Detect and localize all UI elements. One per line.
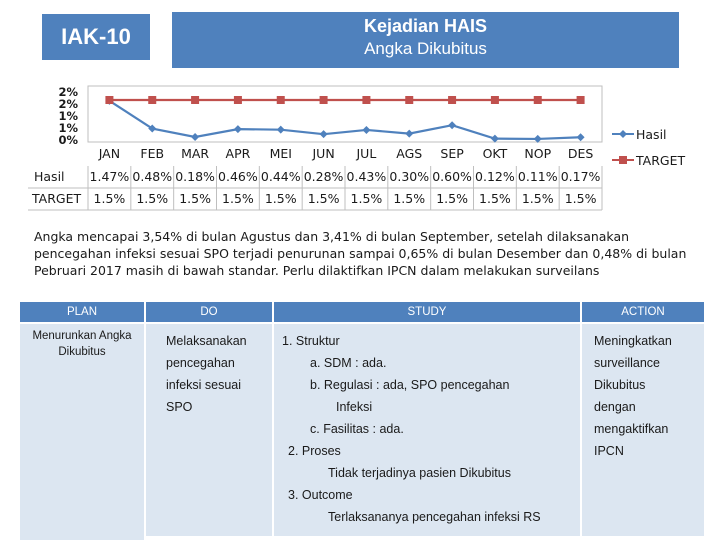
data-point-target	[234, 96, 242, 104]
x-tick-label: MEI	[269, 146, 292, 161]
y-tick-label: 0%	[58, 133, 78, 147]
data-point-target	[105, 96, 113, 104]
x-tick-label: AGS	[396, 146, 423, 161]
action-text: Meningkatkan surveillance Dikubitus dengan mengaktifkan IPCN	[594, 334, 672, 458]
table-cell-target: 1.5%	[136, 191, 169, 206]
line-chart	[0, 78, 720, 218]
x-tick-label: JUN	[312, 146, 335, 161]
action-header: ACTION	[582, 302, 704, 322]
table-cell-hasil: 0.11%	[517, 169, 558, 184]
data-point-target	[191, 96, 199, 104]
table-row-label: TARGET	[32, 191, 82, 206]
study-line-structure: 1. Struktur	[282, 334, 340, 348]
data-point-target	[534, 96, 542, 104]
do-body	[146, 324, 272, 536]
legend-label: TARGET	[636, 153, 686, 168]
data-point-hasil	[191, 133, 199, 141]
table-cell-target: 1.5%	[222, 191, 254, 206]
x-tick-label: NOP	[524, 146, 552, 161]
table-cell-hasil: 0.44%	[260, 169, 301, 184]
data-point-target	[577, 96, 585, 104]
plot-area	[88, 86, 602, 142]
table-cell-target: 1.5%	[564, 191, 597, 206]
data-point-hasil	[577, 133, 585, 141]
table-cell-target: 1.5%	[521, 191, 554, 206]
table-cell-hasil: 0.18%	[175, 169, 215, 184]
x-tick-label: APR	[225, 146, 251, 161]
x-tick-label: OKT	[482, 146, 508, 161]
table-cell-target: 1.5%	[307, 191, 340, 206]
study-header: STUDY	[274, 302, 580, 322]
table-cell-hasil: 0.12%	[475, 169, 515, 184]
do-text: Melaksanakan pencegahan infeksi sesuai SPO	[166, 334, 247, 414]
y-tick-label: 1%	[58, 109, 78, 123]
pdsa-table	[20, 302, 704, 536]
table-cell-hasil: 0.46%	[218, 169, 258, 184]
chart-description: Angka mencapai 3,54% di bulan Agustus dan 3,41% di bulan September, setelah dilaksanakan pencegahan infeksi sesuai SPO terjadi penurunan sampai 0,65% di bulan Desember dan 0,48% di bulan Pebruari 2017 masih di bawah standar. Perlu dilaktifkan IPCN dalam melakukan surveilans	[34, 229, 687, 278]
plan-body	[20, 324, 144, 540]
table-cell-hasil: 0.30%	[389, 169, 430, 184]
study-line-proses: 2. Proses	[288, 444, 341, 458]
x-tick-label: JUL	[356, 146, 377, 161]
x-tick-label: MAR	[181, 146, 210, 161]
header-title: Kejadian HAIS	[363, 16, 488, 36]
action-body	[582, 324, 704, 536]
data-point-hasil	[448, 121, 456, 129]
legend-marker-hasil	[619, 130, 627, 138]
data-point-hasil	[362, 126, 370, 134]
plan-header: PLAN	[20, 302, 144, 322]
x-tick-label: FEB	[140, 146, 165, 161]
study-line-sdm: a. SDM : ada.	[310, 356, 387, 370]
table-cell-hasil: 0.60%	[432, 169, 472, 184]
table-cell-hasil: 1.47%	[89, 169, 130, 184]
legend-label: Hasil	[636, 127, 667, 142]
table-cell-hasil: 0.43%	[346, 169, 387, 184]
data-point-hasil	[320, 130, 328, 138]
table-cell-hasil: 0.48%	[132, 169, 173, 184]
chart-header	[172, 12, 679, 68]
series-line-hasil	[109, 101, 580, 139]
plan-text: Menurunkan Angka Dikubitus	[32, 330, 132, 358]
table-cell-target: 1.5%	[264, 191, 297, 206]
study-line-proses-detail: Tidak terjadinya pasien Dikubitus	[328, 466, 511, 480]
y-tick-label: 2%	[58, 97, 78, 111]
data-point-hasil	[491, 135, 499, 143]
data-point-target	[320, 96, 328, 104]
x-tick-label: DES	[567, 146, 594, 161]
data-point-hasil	[277, 126, 285, 134]
study-line-outcome: 3. Outcome	[288, 488, 353, 502]
header-subtitle: Angka Dikubitus	[364, 39, 487, 58]
study-line-infeksi: Infeksi	[336, 400, 373, 414]
table-cell-target: 1.5%	[93, 191, 126, 206]
table-cell-target: 1.5%	[350, 191, 383, 206]
table-cell-target: 1.5%	[393, 191, 426, 206]
x-tick-label: JAN	[98, 146, 121, 161]
data-point-target	[362, 96, 370, 104]
table-cell-hasil: 0.28%	[303, 169, 344, 184]
study-body	[274, 324, 580, 536]
data-point-target	[405, 96, 413, 104]
table-row-label: Hasil	[34, 169, 65, 184]
study-line-fasilitas: c. Fasilitas : ada.	[310, 422, 404, 436]
table-cell-target: 1.5%	[479, 191, 511, 206]
data-point-target	[491, 96, 499, 104]
indicator-code: IAK-10	[61, 24, 131, 49]
data-point-target	[277, 96, 285, 104]
y-tick-label: 1%	[58, 121, 78, 135]
legend-marker-target	[619, 156, 627, 164]
data-point-target	[448, 96, 456, 104]
x-tick-label: SEP	[440, 146, 464, 161]
study-line-regulasi: b. Regulasi : ada, SPO pencegahan	[310, 378, 510, 392]
table-cell-hasil: 0.17%	[560, 169, 601, 184]
data-point-hasil	[405, 130, 413, 138]
data-point-target	[148, 96, 156, 104]
do-header: DO	[146, 302, 272, 322]
indicator-badge	[42, 14, 150, 60]
table-cell-target: 1.5%	[436, 191, 468, 206]
table-cell-target: 1.5%	[179, 191, 211, 206]
y-tick-label: 2%	[58, 85, 78, 99]
data-point-hasil	[234, 125, 242, 133]
study-line-outcome-detail: Terlaksananya pencegahan infeksi RS	[328, 510, 541, 524]
